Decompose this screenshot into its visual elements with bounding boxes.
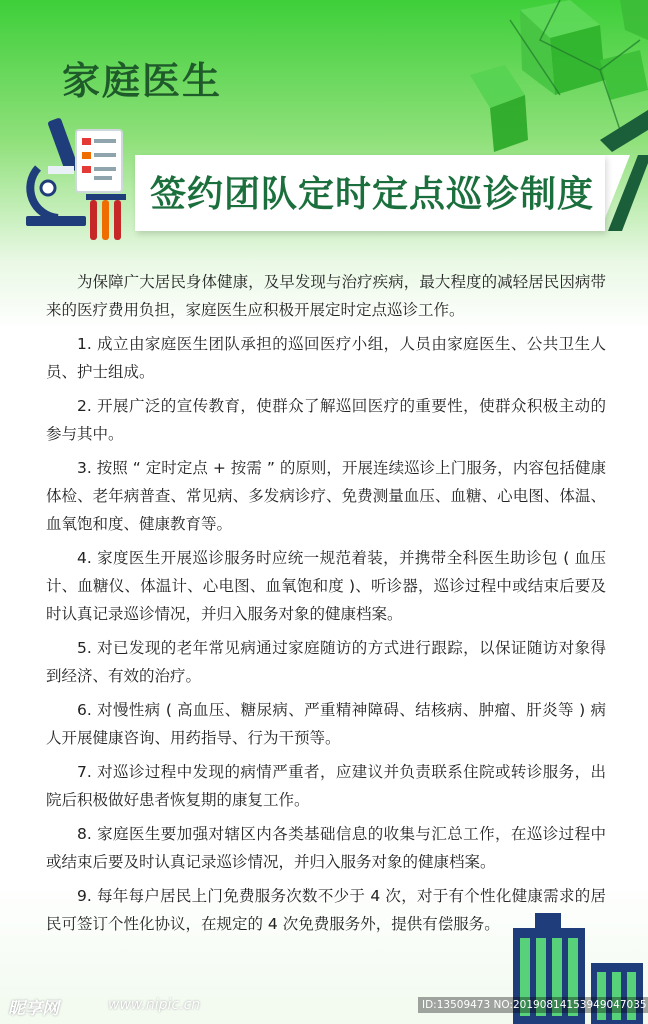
rule-item-8: 8. 家庭医生要加强对辖区内各类基础信息的收集与汇总工作，在巡诊过程中或结束后要及时认真记录巡诊情况，并归入服务对象的健康档案。	[46, 825, 606, 871]
watermark-logo: 昵享网	[8, 999, 59, 1019]
rule-item-5: 5. 对已发现的老年常见病通过家庭随访的方式进行跟踪，以保证随访对象得到经济、有效的治疗。	[46, 639, 606, 685]
clipboard-icon	[76, 130, 122, 192]
brand-title: 家庭医生	[62, 59, 223, 103]
watermark-id: ID:13509473 NO:20190814153949047035	[418, 997, 648, 1013]
rule-item-9: 9. 每年每户居民上门免费服务次数不少于 4 次，对于有个性化健康需求的居民可签订个性化协议，在规定的 4 次免费服务外，提供有偿服务。	[46, 887, 606, 933]
rule-item-7: 7. 对巡诊过程中发现的病情严重者，应建议并负责联系住院或转诊服务，出院后积极做好患者恢复期的康复工作。	[46, 763, 606, 809]
medical-illustration	[18, 108, 138, 248]
rule-item-1: 1. 成立由家庭医生团队承担的巡回医疗小组，人员由家庭医生、公共卫生人员、护士组成。	[46, 335, 606, 381]
rule-item-4: 4. 家度医生开展巡诊服务时应统一规范着装，并携带全科医生助诊包 ( 血压计、血糖仪、体温计、心电图、血氧饱和度 )、听诊器，巡诊过程中或结束后要及时认真记录巡诊情况，并归入服务对象的健康档案。	[46, 549, 606, 623]
regulation-content	[46, 268, 606, 944]
rule-item-6: 6. 对慢性病 ( 高血压、糖尿病、严重精神障碍、结核病、肿瘤、肝炎等 ) 病人开展健康咨询、用药指导、行为干预等。	[46, 701, 606, 747]
page-title: 签约团队定时定点巡诊制度	[150, 174, 595, 215]
test-tubes-icon	[86, 194, 126, 240]
rule-item-3: 3. 按照 “ 定时定点 + 按需 ” 的原则，开展连续巡诊上门服务，内容包括健康体检、老年病普查、常见病、多发病诊疗、免费测量血压、血糖、心电图、体温、血氧饱和度、健康教育等。	[46, 459, 606, 533]
watermark-url: www.nipic.cn	[108, 997, 201, 1013]
rule-item-2: 2. 开展广泛的宣传教育，使群众了解巡回医疗的重要性，使群众积极主动的参与其中。	[46, 397, 606, 443]
intro-paragraph: 为保障广大居民身体健康，及早发现与治疗疾病，最大程度的减轻居民因病带来的医疗费用负担，家庭医生应积极开展定时定点巡诊工作。	[46, 273, 606, 319]
